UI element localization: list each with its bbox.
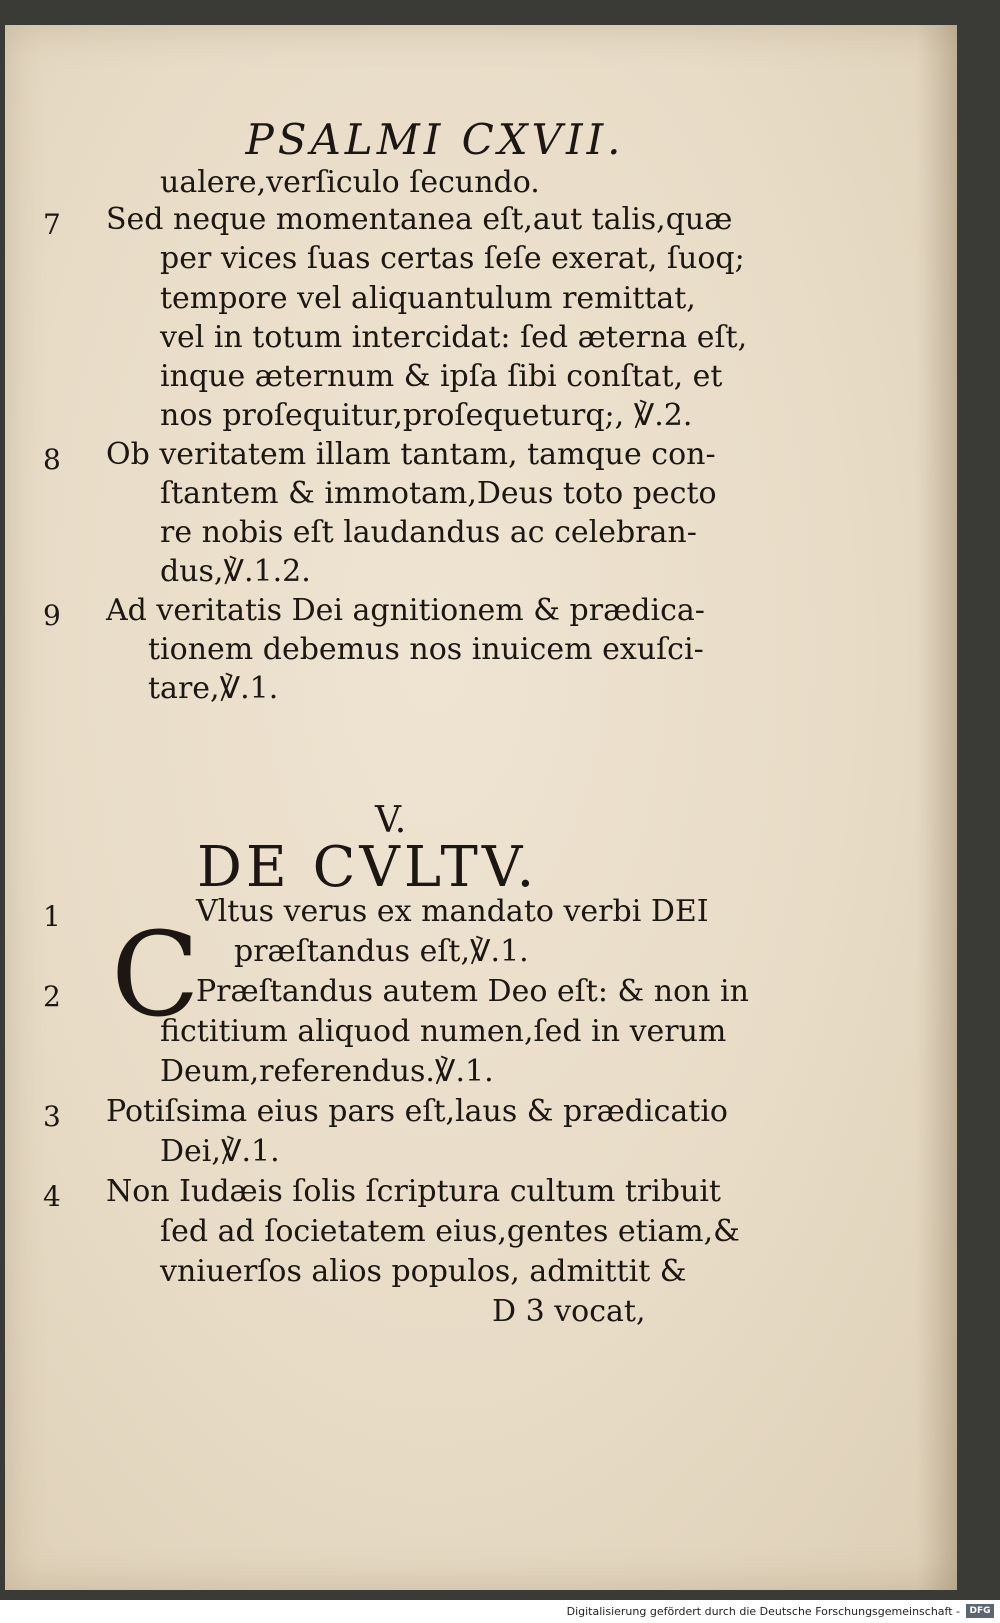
text-line: præſtandus eſt,℣.1. [234,934,529,969]
section-number: V. [375,800,407,841]
text-line: vel in totum intercidat: ſed æterna eſt, [160,320,748,355]
text-line: fictitium aliquod numen,ſed in verum [160,1014,727,1049]
verse-number: 3 [43,1100,61,1133]
section-title: DE CVLTV. [197,835,539,900]
text-line: nos proſequitur,proſequeturq;, ℣.2. [160,398,693,433]
footer-credit: Digitalisierung gefördert durch die Deutsche Forschungsgemeinschaft - [566,1605,960,1618]
text-line: tionem debemus nos inuicem exuſci- [148,632,704,667]
text-line: inque æternum & ipſa ſibi conſtat, et [160,359,723,394]
dfg-logo-icon: DFG [966,1604,994,1618]
text-line: ſtantem & immotam,Deus toto pecto [160,476,717,511]
text-line: tare,℣.1. [148,671,279,706]
running-head: PSALMI CXVII. [245,115,625,164]
verse-number: 8 [43,443,61,476]
text-line: Vltus verus ex mandato verbi DEI [196,894,709,929]
text-line: vniuerſos alios populos, admittit & [160,1254,687,1289]
text-line: Deum,referendus.℣.1. [160,1054,494,1089]
verse-number: 7 [43,208,61,241]
verse-number: 9 [43,599,61,632]
text-line: dus,℣.1.2. [160,554,311,589]
book-page [5,25,957,1590]
text-line: Dei,℣.1. [160,1134,280,1169]
drop-capital: C [111,908,200,1043]
text-line: ualere,verſiculo ſecundo. [160,165,540,200]
verse-number: 4 [43,1180,61,1213]
text-line: Sed neque momentanea eſt,aut talis,quæ [106,202,733,237]
text-line: Ad veritatis Dei agnitionem & prædica- [106,593,705,628]
verse-number: 2 [43,980,61,1013]
text-line: Præſtandus autem Deo eſt: & non in [196,974,749,1009]
text-line: Ob veritatem illam tantam, tamque con- [106,437,716,472]
text-line: D 3 vocat, [492,1294,646,1329]
text-line: ſed ad ſocietatem eius,gentes etiam,& [160,1214,740,1249]
text-line: Non Iudæis ſolis ſcriptura cultum tribuit [106,1174,721,1209]
verse-number: 1 [43,900,61,933]
text-line: Potiſsima eius pars eſt,laus & prædicatio [106,1094,728,1129]
text-line: per vices ſuas certas ſeſe exerat, ſuoq; [160,241,745,276]
text-line: tempore vel aliquantulum remittat, [160,281,696,316]
text-line: re nobis eſt laudandus ac celebran- [160,515,697,550]
digitization-footer [0,1601,1000,1623]
